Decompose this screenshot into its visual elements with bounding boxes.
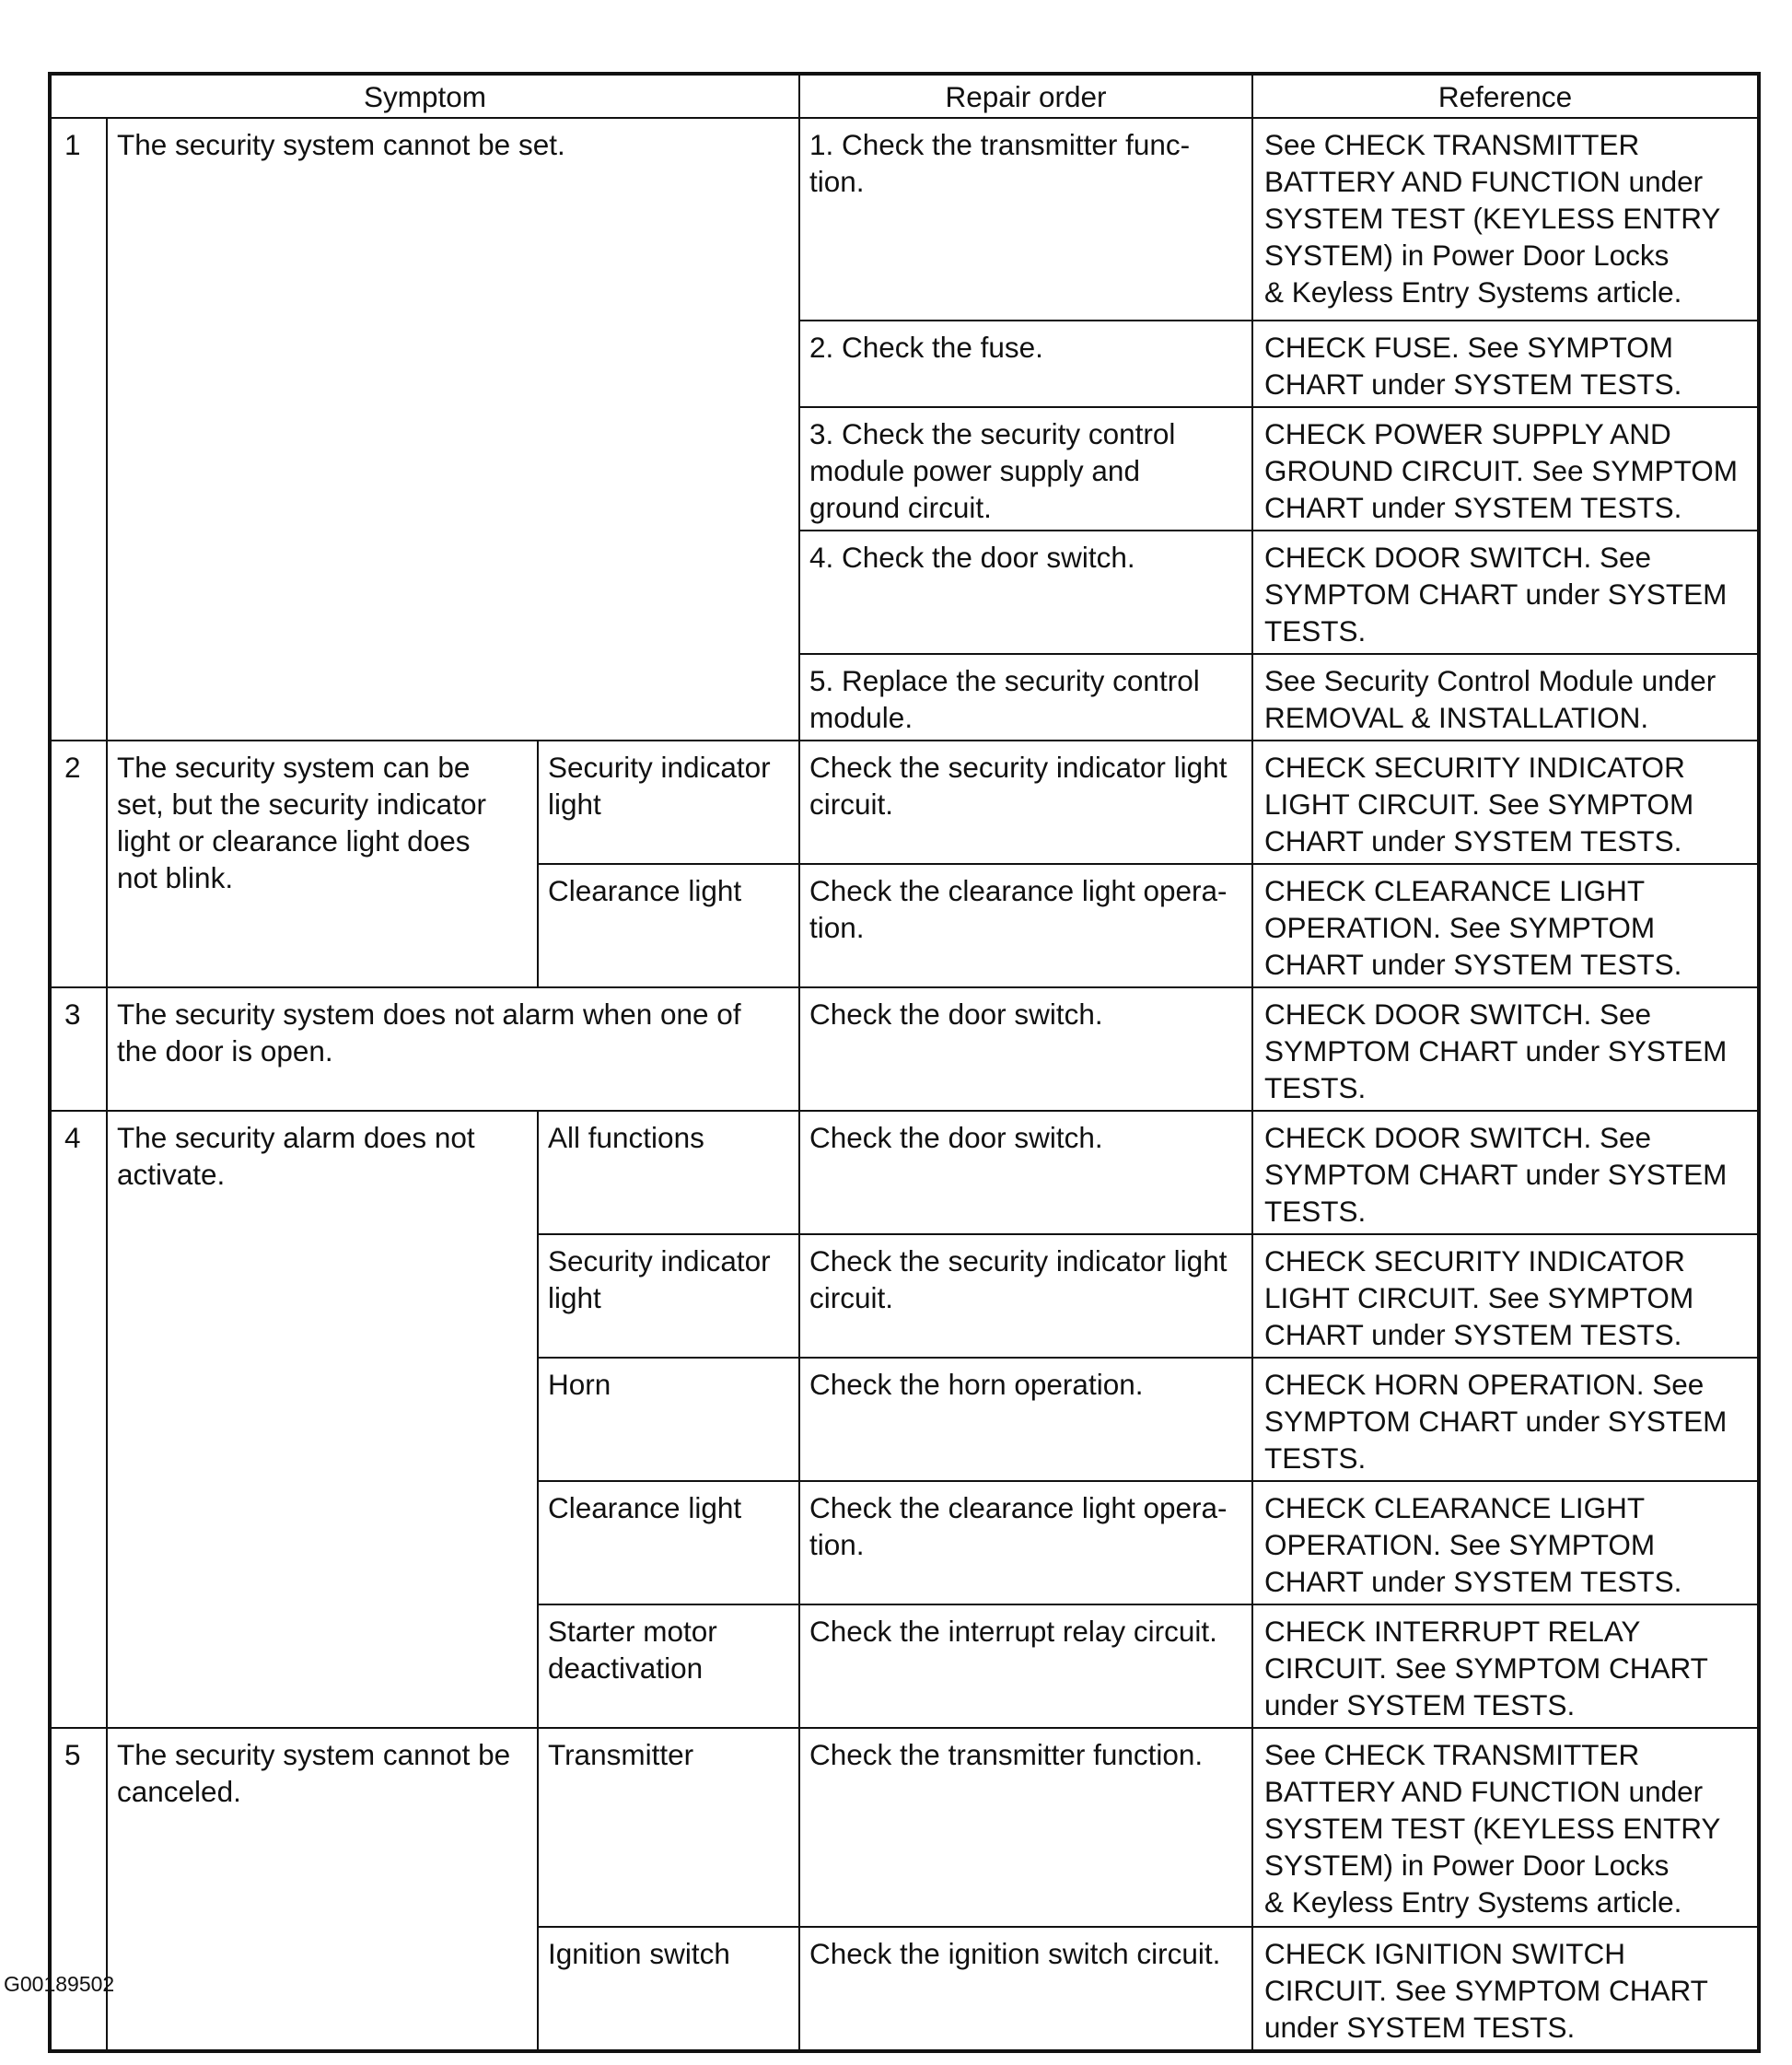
reference-cell: CHECK DOOR SWITCH. See SYMPTOM CHART under SYSTEM TESTS. (1252, 531, 1759, 654)
table-row (50, 987, 1759, 1111)
chart-body (50, 118, 1759, 2051)
repair-order-cell: Check the transmitter function. (799, 1728, 1252, 1927)
reference-cell: CHECK SECURITY INDICATOR LIGHT CIRCUIT. See SYMPTOM CHART under SYSTEM TESTS. (1252, 1234, 1759, 1358)
symptom-item: Ignition switch (538, 1927, 799, 2051)
symptom-description: The security alarm does not activate. (107, 1111, 538, 1728)
repair-order-cell: Check the door switch. (799, 1111, 1252, 1234)
repair-order-cell: Check the ignition switch circuit. (799, 1927, 1252, 2051)
reference-cell: CHECK HORN OPERATION. See SYMPTOM CHART under SYSTEM TESTS. (1252, 1358, 1759, 1481)
header-symptom: Symptom (50, 74, 799, 118)
repair-order-cell: Check the clearance light opera- tion. (799, 864, 1252, 987)
symptom-number: 1 (50, 118, 107, 741)
reference-cell: CHECK DOOR SWITCH. See SYMPTOM CHART under SYSTEM TESTS. (1252, 1111, 1759, 1234)
reference-cell: See Security Control Module under REMOVAL & INSTALLATION. (1252, 654, 1759, 741)
reference-cell: CHECK CLEARANCE LIGHT OPERATION. See SYMPTOM CHART under SYSTEM TESTS. (1252, 864, 1759, 987)
reference-cell: CHECK INTERRUPT RELAY CIRCUIT. See SYMPTOM CHART under SYSTEM TESTS. (1252, 1604, 1759, 1728)
symptom-number: 2 (50, 741, 107, 987)
symptom-item: All functions (538, 1111, 799, 1234)
header-repair-order: Repair order (799, 74, 1252, 118)
repair-order-cell: Check the horn operation. (799, 1358, 1252, 1481)
symptom-number: 3 (50, 987, 107, 1111)
table-row (50, 1111, 1759, 1234)
symptom-item: Clearance light (538, 1481, 799, 1604)
symptom-chart-table (48, 72, 1761, 2053)
repair-order-cell: Check the clearance light opera- tion. (799, 1481, 1252, 1604)
table-row (50, 741, 1759, 864)
repair-order-cell: 2. Check the fuse. (799, 321, 1252, 407)
repair-order-cell: Check the security indicator light circuit. (799, 741, 1252, 864)
symptom-item: Security indicator light (538, 1234, 799, 1358)
symptom-description: The security system does not alarm when one of the door is open. (107, 987, 799, 1111)
reference-cell: CHECK DOOR SWITCH. See SYMPTOM CHART under SYSTEM TESTS. (1252, 987, 1759, 1111)
table-row (50, 1728, 1759, 1927)
repair-order-cell: 1. Check the transmitter func- tion. (799, 118, 1252, 321)
reference-cell: See CHECK TRANSMITTER BATTERY AND FUNCTION under SYSTEM TEST (KEYLESS ENTRY SYSTEM) in Power Door Locks & Keyless Entry Systems article. (1252, 118, 1759, 321)
repair-order-cell: 5. Replace the security control module. (799, 654, 1252, 741)
reference-cell: CHECK FUSE. See SYMPTOM CHART under SYSTEM TESTS. (1252, 321, 1759, 407)
symptom-description: The security system can be set, but the security indicator light or clearance light does not blink. (107, 741, 538, 987)
repair-order-cell: 4. Check the door switch. (799, 531, 1252, 654)
repair-order-cell: 3. Check the security control module power supply and ground circuit. (799, 407, 1252, 531)
repair-order-cell: Check the interrupt relay circuit. (799, 1604, 1252, 1728)
symptom-item: Transmitter (538, 1728, 799, 1927)
symptom-number: 4 (50, 1111, 107, 1728)
symptom-item: Security indicator light (538, 741, 799, 864)
header-reference: Reference (1252, 74, 1759, 118)
symptom-item: Starter motor deactivation (538, 1604, 799, 1728)
symptom-item: Horn (538, 1358, 799, 1481)
repair-order-cell: Check the security indicator light circuit. (799, 1234, 1252, 1358)
reference-cell: CHECK POWER SUPPLY AND GROUND CIRCUIT. See SYMPTOM CHART under SYSTEM TESTS. (1252, 407, 1759, 531)
header-row (50, 74, 1759, 118)
figure-id: G00189502 (4, 1972, 115, 1996)
symptom-number: 5 (50, 1728, 107, 2051)
reference-cell: CHECK CLEARANCE LIGHT OPERATION. See SYMPTOM CHART under SYSTEM TESTS. (1252, 1481, 1759, 1604)
reference-cell: CHECK IGNITION SWITCH CIRCUIT. See SYMPTOM CHART under SYSTEM TESTS. (1252, 1927, 1759, 2051)
reference-cell: CHECK SECURITY INDICATOR LIGHT CIRCUIT. See SYMPTOM CHART under SYSTEM TESTS. (1252, 741, 1759, 864)
symptom-description: The security system cannot be canceled. (107, 1728, 538, 2051)
table-row (50, 118, 1759, 321)
symptom-description: The security system cannot be set. (107, 118, 799, 741)
repair-order-cell: Check the door switch. (799, 987, 1252, 1111)
symptom-item: Clearance light (538, 864, 799, 987)
reference-cell: See CHECK TRANSMITTER BATTERY AND FUNCTION under SYSTEM TEST (KEYLESS ENTRY SYSTEM) in Power Door Locks & Keyless Entry Systems article. (1252, 1728, 1759, 1927)
